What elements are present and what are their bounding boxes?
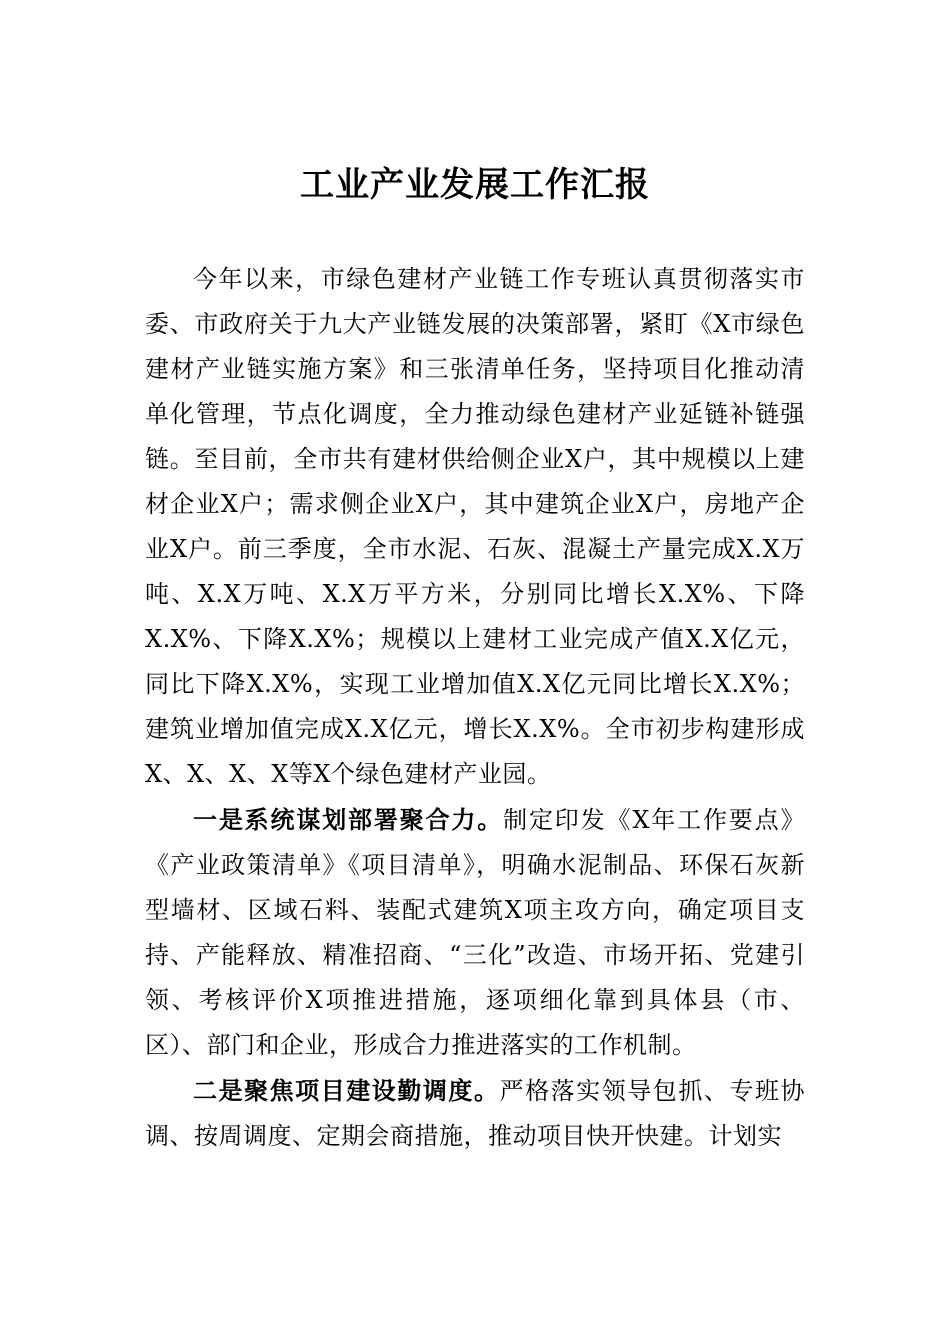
document-title: 工业产业发展工作汇报 (300, 165, 650, 205)
paragraph-intro (145, 256, 805, 797)
paragraph-lead: 二是聚焦项目建设勤调度。 (193, 1076, 500, 1105)
paragraph-projects (145, 1068, 805, 1159)
paragraph-text: 制定印发《X年工作要点》《产业政策清单》《项目清单》，明确水泥制品、环保石灰新型墙材、区域石料、装配式建筑X项主攻方向，确定项目支持、产能释放、精准招商、“三化”改造、市场开拓、党建引领、考核评价X项推进措施，逐项细化靠到具体县（市、区）、部门和企业，形成合力推进落实的工作机制。 (145, 806, 805, 1059)
paragraph-lead: 一是系统谋划部署聚合力。 (193, 805, 504, 834)
paragraph-text: 严格落实领导包抓、专班协调、按周调度、定期会商措施，推动项目快开快建。计划实 (145, 1077, 806, 1150)
paragraph-planning (145, 797, 805, 1068)
document-body (145, 256, 805, 1159)
paragraph-text: 今年以来，市绿色建材产业链工作专班认真贯彻落实市委、市政府关于九大产业链发展的决策部署，紧盯《X市绿色建材产业链实施方案》和三张清单任务，坚持项目化推动清单化管理，节点化调度，全力推动绿色建材产业延链补链强链。至目前，全市共有建材供给侧企业X户，其中规模以上建材企业X户；需求侧企业X户，其中建筑企业X户，房地产企业X户。前三季度，全市水泥、石灰、混凝土产量完成X.X万吨、X.X万吨、X.X万平方米，分别同比增长X.X%、下降X.X%、下降X.X%；规模以上建材工业完成产值X.X亿元，同比下降X.X%，实现工业增加值X.X亿元同比增长X.X%；建筑业增加值完成X.X亿元，增长X.X%。全市初步构建形成X、X、X、X等X个绿色建材产业园。 (145, 265, 805, 788)
